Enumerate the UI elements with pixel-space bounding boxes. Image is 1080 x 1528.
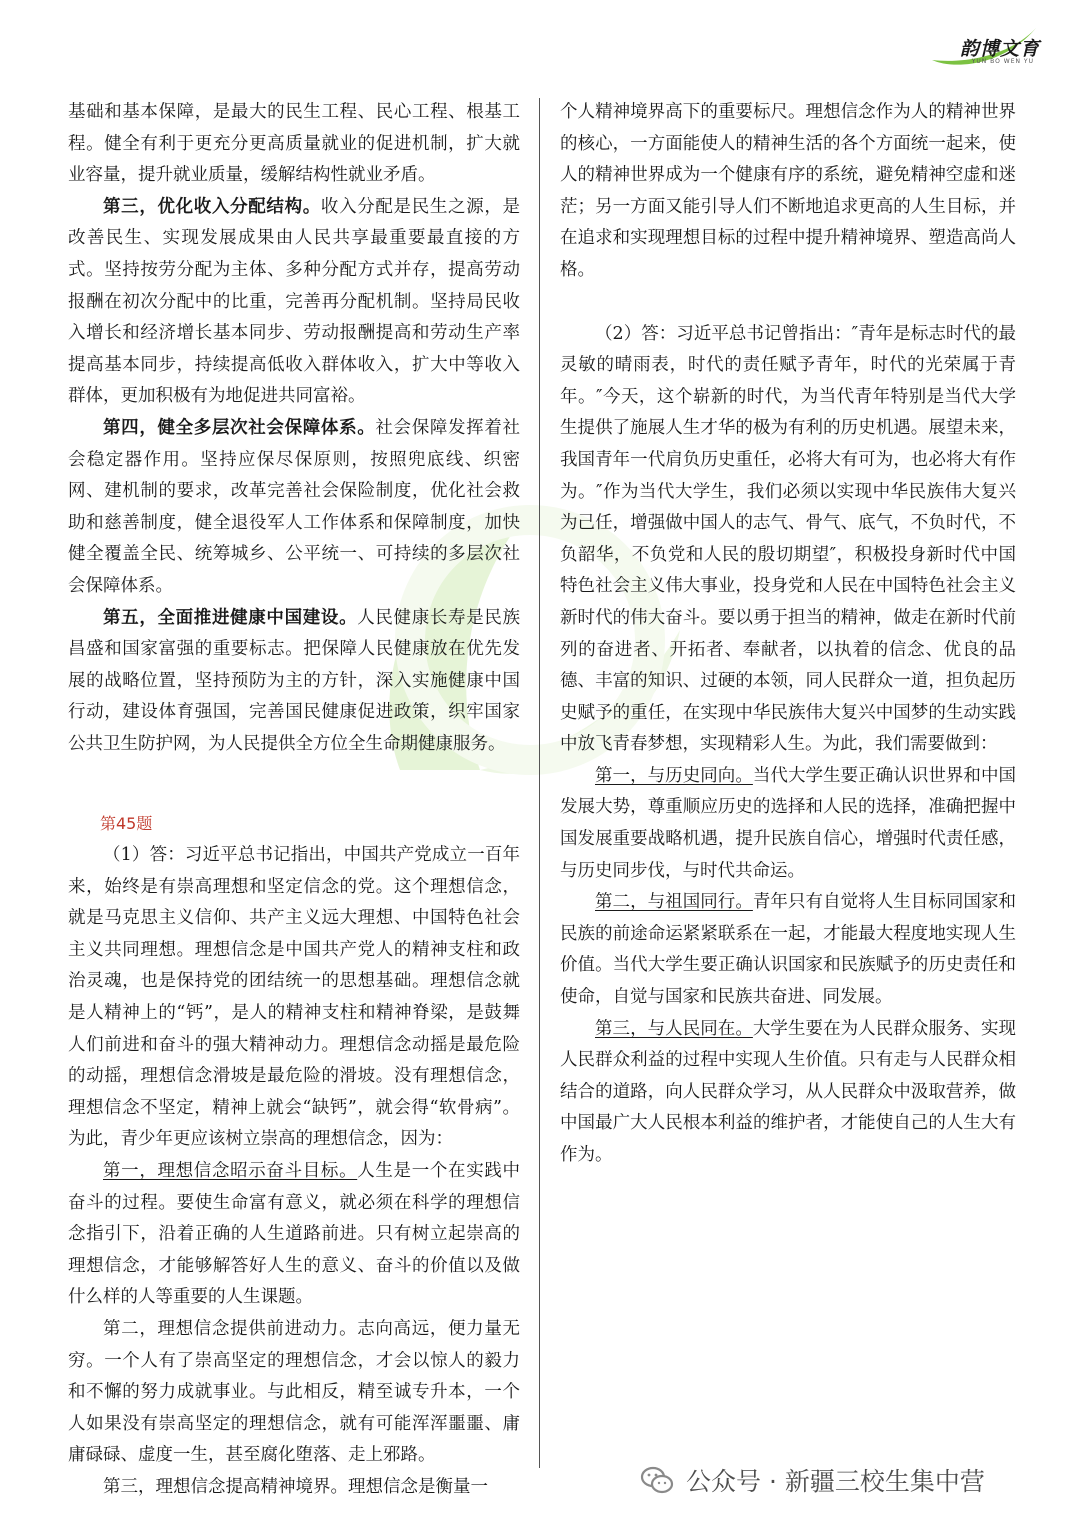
bold-heading: 第三，优化收入分配结构。 (103, 196, 321, 217)
brand-logo (924, 22, 1044, 68)
paragraph: 第三，理想信念提高精神境界。理想信念是衡量一 (103, 1476, 488, 1497)
paragraph (68, 1156, 520, 1314)
paragraph-text: 大学生要在为人民群众服务、实现人民群众利益的过程中实现人生价值。只有走与人民群众相结合的道路，向人民群众学习，从人民群众中汲取营养，做中国最广大人民根本利益的维护者，才能使自己的人生大有作为。 (560, 1018, 1016, 1165)
paragraph: 个人精神境界高下的重要标尺。理想信念作为人的精神世界的核心，一方面能使人的精神生活的各个方面统一起来，使人的精神世界成为一个健康有序的系统，避免精神空虚和迷茫；另一方面又能引导人们不断地追求更高的人生目标，并在追求和实现理想目标的过程中提升精神境界、塑造高尚人格。 (560, 102, 1016, 280)
underlined-heading: 第三，与人民同在。 (595, 1018, 753, 1039)
column-divider (539, 98, 540, 1468)
brand-subtitle: YUN BO WEN YU (971, 58, 1034, 65)
brand-name: 韵博文育 (959, 38, 1040, 60)
question-title: 第45题 (100, 814, 153, 834)
underlined-heading: 第一，与历史同向。 (595, 765, 753, 786)
paragraph (68, 603, 520, 761)
footer-text: 公众号 · 新疆三校生集中营 (686, 1467, 985, 1496)
paragraph-text: 人民健康长寿是民族昌盛和国家富强的重要标志。把保障人民健康放在优先发展的战略位置，坚持预防为主的方针，深入实施健康中国行动，建设体育强国，完善国民健康促进政策，织牢国家公共卫生防护网，为人民提供全方位全生命期健康服务。 (68, 607, 521, 754)
paragraph (560, 761, 1016, 887)
answer-paragraph: （2）答：习近平总书记曾指出：″青年是标志时代的最灵敏的晴雨表，时代的责任赋予青年，时代的光荣属于青年。″今天，这个崭新的时代，为当代青年特别是当代大学生提供了施展人生才华的极为有利的历史机遇。展望未来，我国青年一代肩负历史重任，必将大有可为，也必将大有作为。″作为当代大学生，我们必须以实现中华民族伟大复兴为己任，增强做中国人的志气、骨气、底气，不负时代，不负韶华，不负党和人民的殷切期望″，积极投身新时代中国特色社会主义伟大事业，投身党和人民在中国特色社会主义新时代的伟大奋斗。要以勇于担当的精神，做走在新时代前列的奋进者、开拓者、奉献者，以执着的信念、优良的品德、丰富的知识、过硬的本领，同人民群众一道，担负起历史赋予的重任，在实现中华民族伟大复兴中国梦的生动实践中放飞青春梦想，实现精彩人生。为此，我们需要做到： (560, 323, 1016, 755)
paragraph (68, 413, 520, 603)
paragraph-text: 收入分配是民生之源，是改善民生、实现发展成果由人民共享最重要最直接的方式。坚持按劳分配为主体、多种分配方式并存，提高劳动报酬在初次分配中的比重，完善再分配机制。坚持局民收入增长和经济增长基本同步、劳动报酬提高和劳动生产率提高基本同步，持续提高低收入群体收入，扩大中等收入群体，更加积极有为地促进共同富裕。 (68, 196, 521, 407)
paragraph-text: 青年只有自觉将人生目标同国家和民族的前途命运紧紧联系在一起，才能最大程度地实现人生价值。当代大学生要正确认识国家和民族赋予的历史责任和使命，自觉与国家和民族共奋进、同发展。 (560, 892, 1016, 1008)
paragraph (560, 887, 1016, 1013)
paragraph (560, 1014, 1016, 1172)
paragraph: 基础和基本保障，是最大的民生工程、民心工程、根基工程。健全有利于更充分更高质量就业的促进机制，扩大就业容量，提升就业质量，缓解结构性就业矛盾。 (68, 102, 520, 186)
wechat-icon (640, 1465, 674, 1495)
underlined-heading: 第一，理想信念昭示奋斗目标。 (103, 1161, 358, 1181)
paragraph (68, 192, 520, 413)
left-column (68, 97, 520, 1504)
paragraph-text: 人生是一个在实践中奋斗的过程。要使生命富有意义，就必须在科学的理想信念指引下，沿着正确的人生道路前进。只有树立起崇高的理想信念，才能够解答好人生的意义、奋斗的价值以及做什么样的人等重要的人生课题。 (68, 1161, 521, 1308)
underlined-heading: 第二，与祖国同行。 (595, 892, 753, 913)
footer-wechat-account (640, 1460, 985, 1500)
bold-heading: 第五，全面推进健康中国建设。 (103, 607, 358, 628)
bold-heading: 第四，健全多层次社会保障体系。 (103, 417, 376, 438)
right-column (560, 97, 1016, 1172)
paragraph: 第二，理想信念提供前进动力。志向高远，便力量无穷。一个人有了崇高坚定的理想信念，才会以惊人的毅力和不懈的努力成就事业。与此相反，精至诚专升本，一个人如果没有崇高坚定的理想信念，就有可能浑浑噩噩、庸庸碌碌、虚度一生，甚至腐化堕落、走上邪路。 (68, 1318, 520, 1466)
paragraph-text: 社会保障发挥着社会稳定器作用。坚持应保尽保原则，按照兜底线、织密网、建机制的要求，改革完善社会保险制度，优化社会救助和慈善制度，健全退役军人工作体系和保障制度，加快健全覆盖全民、统筹城乡、公平统一、可持续的多层次社会保障体系。 (68, 417, 521, 596)
paragraph-text: 当代大学生要正确认识世界和中国发展大势，尊重顺应历史的选择和人民的选择，准确把握中国发展重要战略机遇，提升民族自信心，增强时代责任感，与历史同步伐，与时代共命运。 (560, 765, 1016, 881)
answer-paragraph: （1）答：习近平总书记指出，中国共产党成立一百年来，始终是有崇高理想和坚定信念的党。这个理想信念，就是马克思主义信仰、共产主义远大理想、中国特色社会主义共同理想。理想信念是中国共产党人的精神支柱和政治灵魂，也是保持党的团结统一的思想基础。理想信念就是人精神上的“钙”，是人的精神支柱和精神脊梁，是鼓舞人们前进和奋斗的强大精神动力。理想信念动摇是最危险的动摇，理想信念滑坡是最危险的滑坡。没有理想信念，理想信念不坚定，精神上就会“缺钙”，就会得“软骨病”。为此，青少年更应该树立崇高的理想信念，因为： (68, 845, 520, 1150)
